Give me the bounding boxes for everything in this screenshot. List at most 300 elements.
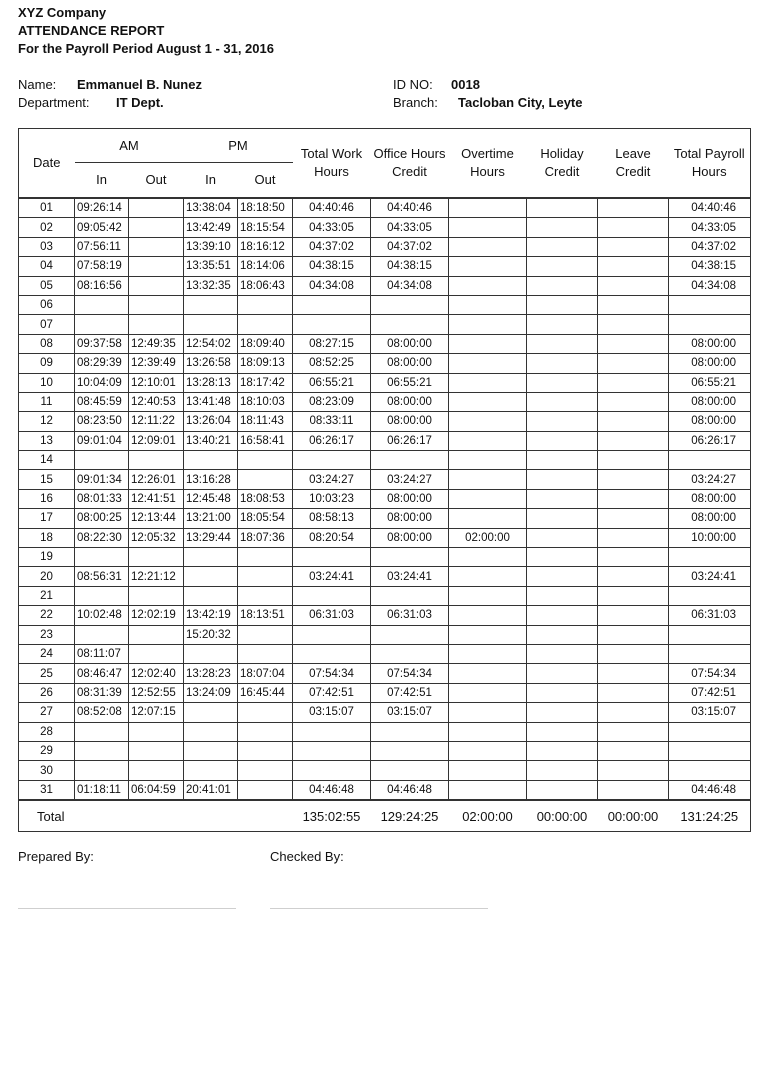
cell-total-work	[293, 644, 371, 663]
cell-pm-out	[238, 315, 293, 334]
cell-leave	[598, 567, 669, 586]
cell-day: 18	[19, 528, 75, 547]
cell-total-work	[293, 741, 371, 760]
cell-leave	[598, 644, 669, 663]
cell-holiday	[527, 567, 598, 586]
cell-total-payroll	[669, 315, 751, 334]
table-row	[19, 412, 751, 431]
table-row	[19, 451, 751, 470]
cell-total-payroll: 04:46:48	[669, 780, 751, 800]
cell-office-credit: 03:24:41	[371, 567, 449, 586]
cell-am-out	[129, 315, 184, 334]
cell-holiday	[527, 412, 598, 431]
cell-total-payroll: 06:55:21	[669, 373, 751, 392]
cell-pm-in: 13:40:21	[184, 431, 238, 450]
cell-overtime	[449, 218, 527, 237]
cell-pm-out	[238, 625, 293, 644]
id-value: 0018	[451, 77, 480, 92]
cell-am-in	[75, 315, 129, 334]
cell-am-out: 12:52:55	[129, 683, 184, 702]
cell-total-work: 03:24:27	[293, 470, 371, 489]
cell-pm-in: 13:32:35	[184, 276, 238, 295]
cell-overtime	[449, 625, 527, 644]
name-label: Name:	[18, 77, 57, 92]
cell-am-in: 08:52:08	[75, 703, 129, 722]
cell-leave	[598, 509, 669, 528]
cell-am-in: 10:02:48	[75, 606, 129, 625]
department-value: IT Dept.	[116, 95, 164, 110]
cell-am-out: 12:13:44	[129, 509, 184, 528]
cell-pm-out	[238, 780, 293, 800]
cell-day: 23	[19, 625, 75, 644]
cell-holiday	[527, 373, 598, 392]
cell-pm-out: 16:58:41	[238, 431, 293, 450]
cell-overtime	[449, 683, 527, 702]
cell-pm-in	[184, 644, 238, 663]
branch-label: Branch:	[393, 95, 438, 110]
cell-office-credit: 08:00:00	[371, 392, 449, 411]
cell-holiday	[527, 683, 598, 702]
cell-am-in	[75, 586, 129, 605]
payroll-period: For the Payroll Period August 1 - 31, 2016	[18, 41, 274, 56]
table-row	[19, 237, 751, 256]
cell-am-out	[129, 722, 184, 741]
table-row	[19, 625, 751, 644]
cell-overtime	[449, 548, 527, 567]
cell-leave	[598, 334, 669, 353]
cell-total-payroll	[669, 625, 751, 644]
cell-office-credit	[371, 741, 449, 760]
cell-am-out: 12:39:49	[129, 354, 184, 373]
cell-overtime	[449, 373, 527, 392]
cell-overtime	[449, 470, 527, 489]
cell-pm-in	[184, 451, 238, 470]
table-row	[19, 431, 751, 450]
cell-pm-out	[238, 722, 293, 741]
cell-office-credit: 06:26:17	[371, 431, 449, 450]
checked-by-line	[270, 908, 488, 909]
cell-office-credit: 08:00:00	[371, 528, 449, 547]
table-row	[19, 644, 751, 663]
cell-pm-in	[184, 295, 238, 314]
cell-office-credit: 08:00:00	[371, 354, 449, 373]
cell-day: 31	[19, 780, 75, 800]
cell-day: 30	[19, 761, 75, 780]
cell-pm-in: 13:29:44	[184, 528, 238, 547]
cell-holiday	[527, 470, 598, 489]
cell-am-in	[75, 625, 129, 644]
totals-row	[19, 800, 751, 832]
cell-total-work: 04:40:46	[293, 198, 371, 218]
cell-leave	[598, 218, 669, 237]
cell-pm-in: 20:41:01	[184, 780, 238, 800]
cell-am-in: 08:31:39	[75, 683, 129, 702]
table-row	[19, 257, 751, 276]
header-office-credit: Office Hours Credit	[371, 129, 449, 199]
cell-leave	[598, 761, 669, 780]
cell-holiday	[527, 761, 598, 780]
cell-day: 21	[19, 586, 75, 605]
cell-leave	[598, 295, 669, 314]
cell-leave	[598, 392, 669, 411]
cell-pm-in: 13:35:51	[184, 257, 238, 276]
table-row	[19, 489, 751, 508]
cell-total-work: 07:42:51	[293, 683, 371, 702]
cell-total-payroll: 08:00:00	[669, 354, 751, 373]
cell-total-payroll: 08:00:00	[669, 489, 751, 508]
cell-holiday	[527, 295, 598, 314]
cell-holiday	[527, 257, 598, 276]
cell-day: 20	[19, 567, 75, 586]
table-row	[19, 780, 751, 800]
cell-holiday	[527, 606, 598, 625]
cell-office-credit: 08:00:00	[371, 334, 449, 353]
cell-overtime	[449, 295, 527, 314]
cell-leave	[598, 412, 669, 431]
cell-total-payroll: 08:00:00	[669, 509, 751, 528]
cell-holiday	[527, 315, 598, 334]
cell-overtime	[449, 237, 527, 256]
cell-holiday	[527, 334, 598, 353]
cell-overtime	[449, 761, 527, 780]
attendance-rows	[19, 198, 751, 800]
cell-am-in: 01:18:11	[75, 780, 129, 800]
cell-am-in	[75, 761, 129, 780]
cell-am-out	[129, 761, 184, 780]
cell-pm-out: 18:07:04	[238, 664, 293, 683]
cell-office-credit	[371, 625, 449, 644]
cell-am-out	[129, 237, 184, 256]
cell-total-work: 08:52:25	[293, 354, 371, 373]
cell-am-in: 08:00:25	[75, 509, 129, 528]
cell-holiday	[527, 392, 598, 411]
header-total-work: Total Work Hours	[293, 129, 371, 199]
cell-leave	[598, 548, 669, 567]
cell-overtime	[449, 257, 527, 276]
cell-total-payroll: 08:00:00	[669, 392, 751, 411]
cell-total-work	[293, 586, 371, 605]
cell-office-credit: 07:54:34	[371, 664, 449, 683]
cell-day: 29	[19, 741, 75, 760]
cell-day: 12	[19, 412, 75, 431]
cell-day: 10	[19, 373, 75, 392]
cell-office-credit: 04:34:08	[371, 276, 449, 295]
cell-leave	[598, 315, 669, 334]
cell-total-work: 03:24:41	[293, 567, 371, 586]
cell-day: 06	[19, 295, 75, 314]
cell-pm-in	[184, 761, 238, 780]
cell-pm-out: 16:45:44	[238, 683, 293, 702]
cell-pm-out: 18:09:13	[238, 354, 293, 373]
cell-total-work: 04:33:05	[293, 218, 371, 237]
cell-am-in: 08:46:47	[75, 664, 129, 683]
cell-pm-out: 18:13:51	[238, 606, 293, 625]
table-row	[19, 392, 751, 411]
cell-am-in	[75, 295, 129, 314]
header-am: AM	[75, 129, 184, 163]
cell-total-work	[293, 548, 371, 567]
cell-holiday	[527, 198, 598, 218]
cell-office-credit	[371, 722, 449, 741]
cell-am-out: 12:02:19	[129, 606, 184, 625]
cell-total-work: 03:15:07	[293, 703, 371, 722]
cell-am-in	[75, 451, 129, 470]
cell-total-payroll: 03:24:27	[669, 470, 751, 489]
cell-holiday	[527, 703, 598, 722]
cell-am-out	[129, 218, 184, 237]
cell-total-payroll	[669, 295, 751, 314]
cell-office-credit: 08:00:00	[371, 509, 449, 528]
cell-pm-in: 13:26:04	[184, 412, 238, 431]
cell-office-credit	[371, 548, 449, 567]
cell-am-out: 12:40:53	[129, 392, 184, 411]
cell-am-in: 08:01:33	[75, 489, 129, 508]
cell-total-payroll	[669, 741, 751, 760]
cell-day: 19	[19, 548, 75, 567]
cell-pm-in: 13:41:48	[184, 392, 238, 411]
cell-overtime	[449, 451, 527, 470]
report-title: ATTENDANCE REPORT	[18, 23, 165, 38]
cell-pm-out	[238, 548, 293, 567]
table-row	[19, 373, 751, 392]
cell-am-out: 12:10:01	[129, 373, 184, 392]
header-holiday: Holiday Credit	[527, 129, 598, 199]
cell-office-credit: 06:55:21	[371, 373, 449, 392]
cell-day: 27	[19, 703, 75, 722]
cell-overtime	[449, 644, 527, 663]
cell-holiday	[527, 451, 598, 470]
cell-am-out: 12:11:22	[129, 412, 184, 431]
cell-office-credit: 04:37:02	[371, 237, 449, 256]
cell-total-payroll: 03:15:07	[669, 703, 751, 722]
cell-total-work: 06:31:03	[293, 606, 371, 625]
table-row	[19, 218, 751, 237]
cell-total-payroll: 04:34:08	[669, 276, 751, 295]
cell-total-payroll	[669, 451, 751, 470]
cell-pm-out	[238, 567, 293, 586]
table-row	[19, 528, 751, 547]
cell-holiday	[527, 354, 598, 373]
cell-am-out: 12:41:51	[129, 489, 184, 508]
cell-total-payroll: 04:40:46	[669, 198, 751, 218]
cell-am-out	[129, 451, 184, 470]
cell-day: 11	[19, 392, 75, 411]
cell-total-payroll: 04:38:15	[669, 257, 751, 276]
cell-office-credit: 08:00:00	[371, 412, 449, 431]
cell-pm-out	[238, 741, 293, 760]
cell-pm-in: 13:28:23	[184, 664, 238, 683]
cell-holiday	[527, 509, 598, 528]
cell-pm-out: 18:06:43	[238, 276, 293, 295]
cell-leave	[598, 373, 669, 392]
cell-am-in: 08:45:59	[75, 392, 129, 411]
cell-total-work	[293, 295, 371, 314]
cell-leave	[598, 625, 669, 644]
branch-value: Tacloban City, Leyte	[458, 95, 583, 110]
cell-pm-out: 18:18:50	[238, 198, 293, 218]
cell-pm-in: 13:38:04	[184, 198, 238, 218]
cell-total-work: 08:23:09	[293, 392, 371, 411]
cell-office-credit	[371, 451, 449, 470]
table-row	[19, 664, 751, 683]
cell-leave	[598, 528, 669, 547]
cell-pm-in: 12:54:02	[184, 334, 238, 353]
cell-am-out: 12:09:01	[129, 431, 184, 450]
total-leave: 00:00:00	[607, 808, 659, 824]
cell-day: 05	[19, 276, 75, 295]
attendance-table	[18, 128, 751, 832]
cell-pm-out: 18:16:12	[238, 237, 293, 256]
cell-holiday	[527, 741, 598, 760]
cell-holiday	[527, 548, 598, 567]
table-row	[19, 334, 751, 353]
cell-day: 07	[19, 315, 75, 334]
cell-pm-in: 13:42:49	[184, 218, 238, 237]
header-pm-out: Out	[238, 163, 293, 199]
cell-pm-in: 13:21:00	[184, 509, 238, 528]
total-payroll-hours: 131:24:25	[680, 808, 739, 824]
cell-am-out	[129, 276, 184, 295]
cell-total-payroll: 08:00:00	[669, 412, 751, 431]
cell-pm-out	[238, 644, 293, 663]
cell-am-in: 09:05:42	[75, 218, 129, 237]
cell-total-work	[293, 315, 371, 334]
cell-total-work: 06:55:21	[293, 373, 371, 392]
cell-total-payroll: 10:00:00	[669, 528, 751, 547]
total-overtime: 02:00:00	[462, 808, 513, 824]
cell-leave	[598, 257, 669, 276]
cell-overtime	[449, 276, 527, 295]
cell-pm-in: 13:42:19	[184, 606, 238, 625]
cell-day: 02	[19, 218, 75, 237]
cell-am-in: 08:11:07	[75, 644, 129, 663]
cell-pm-in	[184, 567, 238, 586]
id-label: ID NO:	[393, 77, 433, 92]
cell-leave	[598, 470, 669, 489]
cell-total-payroll	[669, 722, 751, 741]
cell-am-out	[129, 586, 184, 605]
cell-office-credit	[371, 295, 449, 314]
cell-day: 08	[19, 334, 75, 353]
cell-pm-in: 13:28:13	[184, 373, 238, 392]
cell-total-payroll	[669, 644, 751, 663]
table-row	[19, 761, 751, 780]
cell-office-credit	[371, 586, 449, 605]
cell-holiday	[527, 722, 598, 741]
cell-total-work: 08:20:54	[293, 528, 371, 547]
cell-total-work: 04:46:48	[293, 780, 371, 800]
cell-leave	[598, 489, 669, 508]
cell-am-out	[129, 198, 184, 218]
cell-overtime	[449, 703, 527, 722]
cell-overtime	[449, 567, 527, 586]
cell-overtime	[449, 198, 527, 218]
totals-label: Total	[37, 808, 65, 824]
cell-total-work: 04:37:02	[293, 237, 371, 256]
cell-pm-in: 13:24:09	[184, 683, 238, 702]
table-row	[19, 470, 751, 489]
cell-leave	[598, 586, 669, 605]
cell-pm-out: 18:08:53	[238, 489, 293, 508]
cell-overtime	[449, 664, 527, 683]
total-holiday: 00:00:00	[536, 808, 588, 824]
cell-holiday	[527, 625, 598, 644]
cell-am-out	[129, 741, 184, 760]
cell-overtime	[449, 354, 527, 373]
cell-pm-in: 15:20:32	[184, 625, 238, 644]
table-row	[19, 354, 751, 373]
cell-total-payroll: 04:37:02	[669, 237, 751, 256]
cell-total-work: 08:58:13	[293, 509, 371, 528]
cell-total-work: 08:27:15	[293, 334, 371, 353]
cell-leave	[598, 354, 669, 373]
cell-day: 26	[19, 683, 75, 702]
cell-leave	[598, 703, 669, 722]
cell-holiday	[527, 586, 598, 605]
cell-office-credit: 03:15:07	[371, 703, 449, 722]
table-row	[19, 683, 751, 702]
cell-am-out: 12:05:32	[129, 528, 184, 547]
cell-am-out: 12:07:15	[129, 703, 184, 722]
cell-pm-in	[184, 741, 238, 760]
cell-holiday	[527, 218, 598, 237]
cell-total-work: 07:54:34	[293, 664, 371, 683]
cell-total-work	[293, 761, 371, 780]
header-am-in: In	[75, 163, 129, 199]
table-row	[19, 606, 751, 625]
table-row	[19, 509, 751, 528]
prepared-by-line	[18, 908, 236, 909]
cell-am-out	[129, 257, 184, 276]
cell-am-out: 12:49:35	[129, 334, 184, 353]
cell-total-payroll	[669, 548, 751, 567]
cell-day: 09	[19, 354, 75, 373]
cell-pm-in	[184, 548, 238, 567]
cell-leave	[598, 276, 669, 295]
cell-overtime	[449, 606, 527, 625]
cell-am-in	[75, 548, 129, 567]
total-office-credit: 129:24:25	[380, 808, 439, 824]
cell-leave	[598, 431, 669, 450]
cell-overtime	[449, 780, 527, 800]
cell-leave	[598, 683, 669, 702]
cell-day: 04	[19, 257, 75, 276]
cell-office-credit: 06:31:03	[371, 606, 449, 625]
table-row	[19, 567, 751, 586]
cell-am-out: 12:21:12	[129, 567, 184, 586]
cell-total-payroll: 06:26:17	[669, 431, 751, 450]
cell-pm-out	[238, 586, 293, 605]
department-label: Department:	[18, 95, 90, 110]
cell-am-in	[75, 722, 129, 741]
cell-overtime	[449, 489, 527, 508]
cell-day: 13	[19, 431, 75, 450]
cell-day: 17	[19, 509, 75, 528]
cell-pm-out	[238, 295, 293, 314]
cell-leave	[598, 198, 669, 218]
cell-am-in: 08:29:39	[75, 354, 129, 373]
cell-total-payroll: 08:00:00	[669, 334, 751, 353]
cell-office-credit: 04:38:15	[371, 257, 449, 276]
cell-total-payroll: 03:24:41	[669, 567, 751, 586]
cell-pm-out: 18:05:54	[238, 509, 293, 528]
cell-holiday	[527, 780, 598, 800]
cell-am-out: 12:02:40	[129, 664, 184, 683]
cell-office-credit	[371, 644, 449, 663]
table-row	[19, 276, 751, 295]
table-row	[19, 703, 751, 722]
cell-day: 14	[19, 451, 75, 470]
